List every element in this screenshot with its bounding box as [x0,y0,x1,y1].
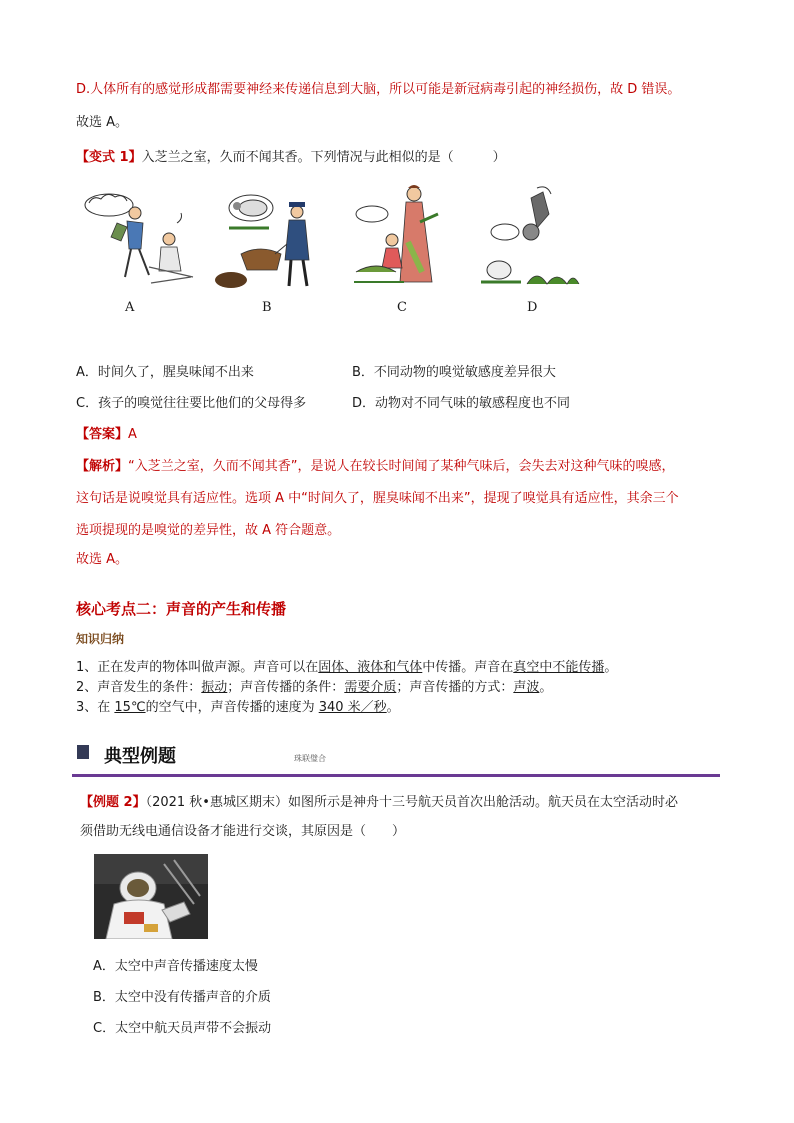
figure-b-label: B [262,300,272,315]
knowledge-item-3 [76,699,400,717]
item1-underline-1: 固体、液体和气体 [318,660,423,675]
variant1-question: 入芝兰之室，久而不闻其香。下列情况与此相似的是（ ） [141,150,506,165]
analysis-tag: 【解析】 [76,459,129,474]
item3-mid: 的空气中，声音传播的速度为 [145,700,319,715]
knowledge-item-2 [76,679,552,697]
figure-d-illustration [471,184,583,294]
example2-tag: 【例题 2】 [80,795,146,810]
item2-underline-2: 需要介质 [344,680,397,695]
answer-value: A [128,427,137,442]
item3-prefix: 3、在 [76,700,115,715]
item1-underline-2: 真空中不能传播 [513,660,605,675]
variant1-analysis-line2: 这句话是说嗅觉具有适应性。选项 A 中“时间久了，腥臭味闻不出来”，提现了嗅觉具有适应性，其余三个 [76,491,679,506]
variant1-answer-line [76,426,137,444]
analysis-text-1: “入芝兰之室，久而不闻其香”，是说人在较长时间闻了某种气味后，会失去对这种气味的嗅感， [128,459,675,474]
variant1-question-line [76,149,506,167]
example2-option-c: C．太空中航天员声带不会振动 [93,1021,272,1036]
figure-d-label: D [527,300,538,315]
item2-mid-2: ；声音传播的方式： [396,680,514,695]
item3-underline-1: 15℃ [114,700,146,715]
item1-end: 。 [604,660,618,675]
example2-option-a: A．太空中声音传播速度太慢 [93,959,258,974]
variant1-choose: 故选 A。 [76,552,129,567]
figure-a-label: A [125,300,135,315]
figure-b-illustration [211,184,323,294]
item1-mid: 中传播。声音在 [422,660,514,675]
banner-divider [72,774,720,777]
item2-underline-3: 声波 [513,680,540,695]
example2-line1 [80,794,678,812]
figure-c-illustration [350,182,450,294]
answer-tag: 【答案】 [76,427,129,442]
variant1-analysis-line1 [76,458,675,476]
variant1-analysis-line3: 选项提现的是嗅觉的差异性，故 A 符合题意。 [76,523,341,538]
variant1-tag: 【变式 1】 [76,150,142,165]
choose-a-text: 故选 A。 [76,115,129,130]
knowledge-summary-subtitle: 知识归纳 [76,632,125,646]
core-point-2-title: 核心考点二：声音的产生和传播 [76,600,287,618]
item1-prefix: 1、正在发声的物体叫做声源。声音可以在 [76,660,319,675]
astronaut-photo [94,854,208,939]
variant1-option-c: C．孩子的嗅觉往往要比他们的父母得多 [76,396,307,411]
example2-option-b: B．太空中没有传播声音的介质 [93,990,271,1005]
item3-underline-2: 340 米／秒 [318,700,387,715]
typical-examples-heading: 典型例题 [104,746,176,767]
variant1-option-d: D．动物对不同气味的敏感程度也不同 [352,396,571,411]
variant1-option-b: B．不同动物的嗅觉敏感度差异很大 [352,365,556,380]
item2-end: 。 [539,680,553,695]
figure-c-label: C [397,300,407,315]
item2-underline-1: 振动 [201,680,228,695]
figure-a-illustration [77,183,197,295]
typical-examples-subheading: 珠联璧合 [294,754,326,763]
item2-mid-1: ；声音传播的条件： [227,680,345,695]
option-d-explanation: D.人体所有的感觉形成都需要神经来传递信息到大脑，所以可能是新冠病毒引起的神经损伤，故 D 错误。 [76,82,681,97]
example2-line2: 须借助无线电通信设备才能进行交谈，其原因是（ ） [80,824,406,839]
item2-prefix: 2、声音发生的条件： [76,680,202,695]
example2-text-1: （2021 秋•惠城区期末）如图所示是神舟十三号航天员首次出舱活动。航天员在太空活动时必 [145,795,678,810]
variant1-option-a: A．时间久了，腥臭味闻不出来 [76,365,254,380]
book-icon [77,745,89,759]
knowledge-item-1 [76,659,617,677]
item3-end: 。 [386,700,400,715]
